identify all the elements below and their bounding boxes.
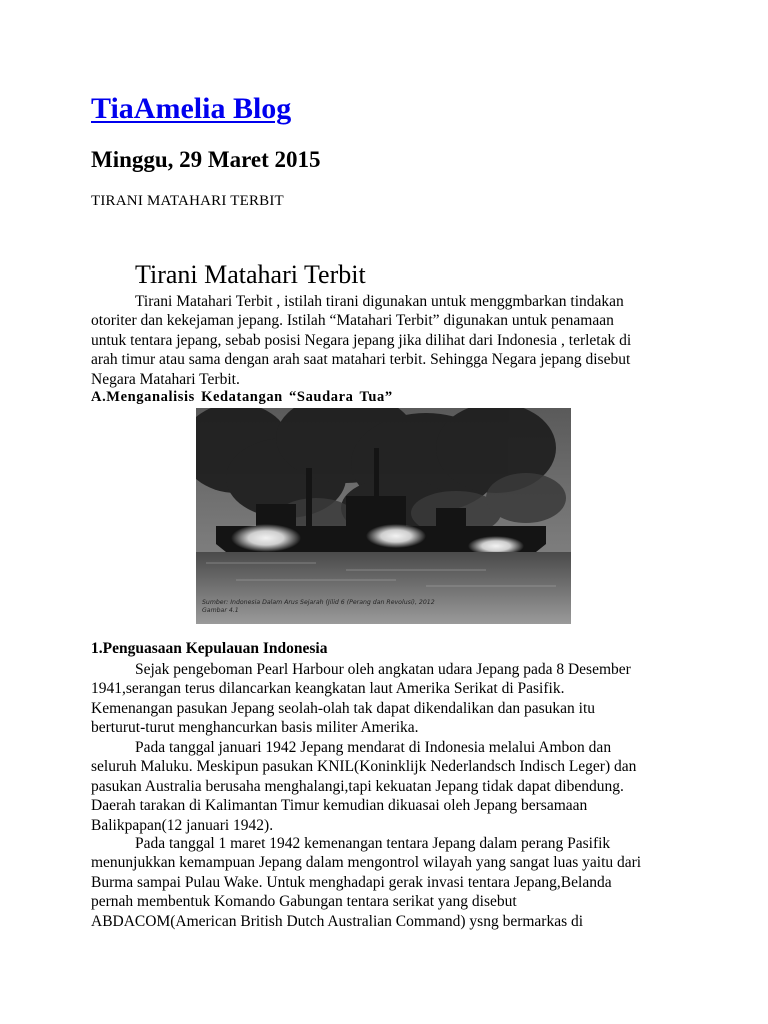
blog-title-link[interactable]: TiaAmelia Blog <box>91 92 292 125</box>
paragraph-2 <box>91 738 651 835</box>
photo-caption-source: Sumber: Indonesia Dalam Arus Sejarah (Jilid 6 (Perang dan Revolusi), 2012 <box>202 599 435 606</box>
section-1-heading: 1.Penguasaan Kepulauan Indonesia <box>91 640 328 657</box>
text-line: Pada tanggal 1 maret 1942 kemenangan tentara Jepang dalam perang Pasifik <box>135 835 611 852</box>
text-line: otoriter dan kekejaman jepang. Istilah “Matahari Terbit” digunakan untuk penamaan <box>91 312 614 330</box>
text-line: Pada tanggal januari 1942 Jepang mendarat di Indonesia melalui Ambon dan <box>135 739 612 756</box>
text-line: Balikpapan(12 januari 1942). <box>91 816 274 834</box>
battleship-smoke-illustration <box>196 408 571 624</box>
post-date: Minggu, 29 Maret 2015 <box>91 147 321 172</box>
text-line: Negara Matahari Terbit. <box>91 370 240 388</box>
photo-caption <box>202 599 562 615</box>
text-line: 1941,serangan terus dilancarkan keangkatan laut Amerika Serikat di Pasifik. <box>91 680 565 698</box>
paragraph-3 <box>91 834 651 931</box>
text-line: berturut-turut menghancurkan basis militer Amerika. <box>91 719 419 737</box>
text-line: arah timur atau sama dengan arah saat matahari terbit. Sehingga Negara jepang disebut <box>91 351 631 369</box>
text-line: Kemenangan pasukan Jepang seolah-olah tak dapat dikendalikan dan pasukan itu <box>91 699 596 717</box>
post-title: TIRANI MATAHARI TERBIT <box>91 193 284 209</box>
text-line: Sejak pengeboman Pearl Harbour oleh angkatan udara Jepang pada 8 Desember <box>135 661 631 678</box>
pearl-harbour-photo <box>196 408 571 624</box>
text-line: pernah membentuk Komando Gabungan tentara serikat yang disebut <box>91 893 517 911</box>
text-line: Burma sampai Pulau Wake. Untuk menghadapi gerak invasi tentara Jepang,Belanda <box>91 873 612 891</box>
article-heading: Tirani Matahari Terbit <box>135 260 366 289</box>
text-line: pasukan Australia berusaha menghalangi,tapi kekuatan Jepang tidak dapat dibendung. <box>91 777 624 795</box>
paragraph-1 <box>91 660 651 738</box>
section-a-heading: A.Menganalisis Kedatangan “Saudara Tua” <box>91 389 393 405</box>
text-line: Daerah tarakan di Kalimantan Timur kemudian dikuasai oleh Jepang bersamaan <box>91 797 588 815</box>
text-line: untuk tentara jepang, sebab posisi Negara jepang jika dilihat dari Indonesia , terletak di <box>91 331 632 349</box>
text-line: seluruh Maluku. Meskipun pasukan KNIL(Koninklijk Nederlandsch Indisch Leger) dan <box>91 758 637 776</box>
intro-paragraph <box>91 292 651 389</box>
text-line: Tirani Matahari Terbit , istilah tirani digunakan untuk menggmbarkan tindakan <box>135 293 624 310</box>
photo-caption-number: Gambar 4.1 <box>202 607 239 614</box>
text-line: menunjukkan kemampuan Jepang dalam mengontrol wilayah yang sangat luas yaitu dari <box>91 854 642 872</box>
text-line: ABDACOM(American British Dutch Australian Command) ysng bermarkas di <box>91 912 584 930</box>
